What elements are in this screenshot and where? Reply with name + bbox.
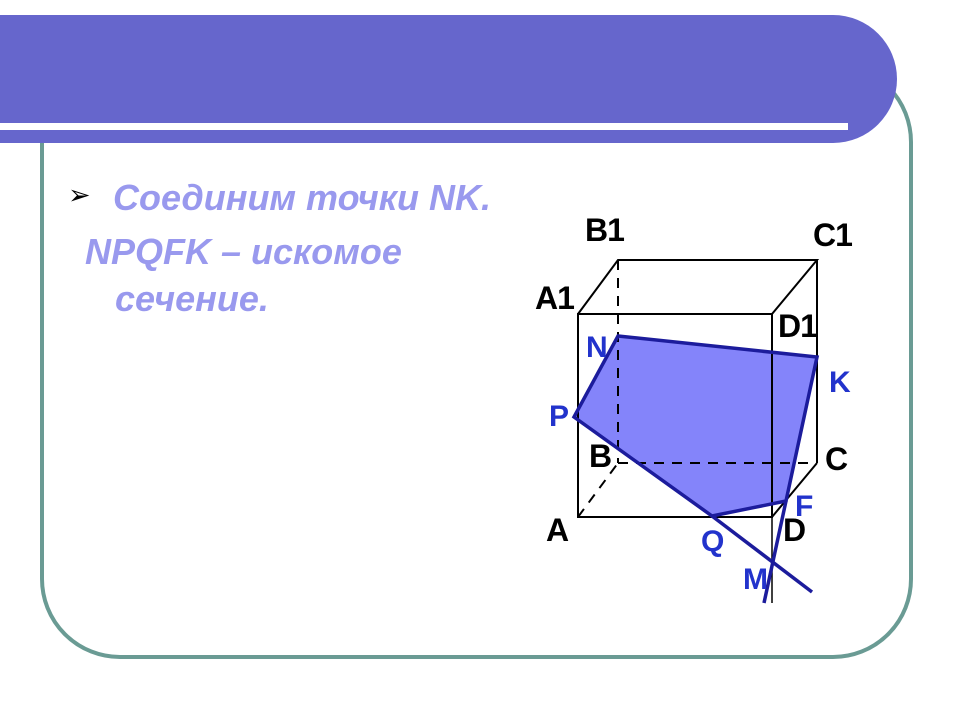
vertex-label-d1: D1 <box>778 308 817 344</box>
point-label-k: K <box>829 366 851 399</box>
section-polygon-fill <box>574 336 817 516</box>
bullet-text: Соединим точки NK. <box>113 177 492 218</box>
vertex-label-a: A <box>546 512 569 548</box>
point-label-n: N <box>586 331 608 364</box>
point-label-q: Q <box>701 525 725 558</box>
vertex-label-a1: A1 <box>535 280 574 316</box>
point-label-m: M <box>743 563 768 596</box>
bullet-arrow-icon: ➢ <box>68 180 91 210</box>
vertex-label-d: D <box>783 512 806 548</box>
caption-text: NPQFK – искомое сечение. <box>85 231 402 319</box>
point-label-p: P <box>549 400 570 433</box>
vertex-label-c: C <box>825 441 848 477</box>
vertex-label-b1: B1 <box>585 212 624 248</box>
vertex-label-c1: C1 <box>813 217 852 253</box>
point-label-f: F <box>795 490 814 523</box>
vertex-label-b: B <box>589 438 612 474</box>
